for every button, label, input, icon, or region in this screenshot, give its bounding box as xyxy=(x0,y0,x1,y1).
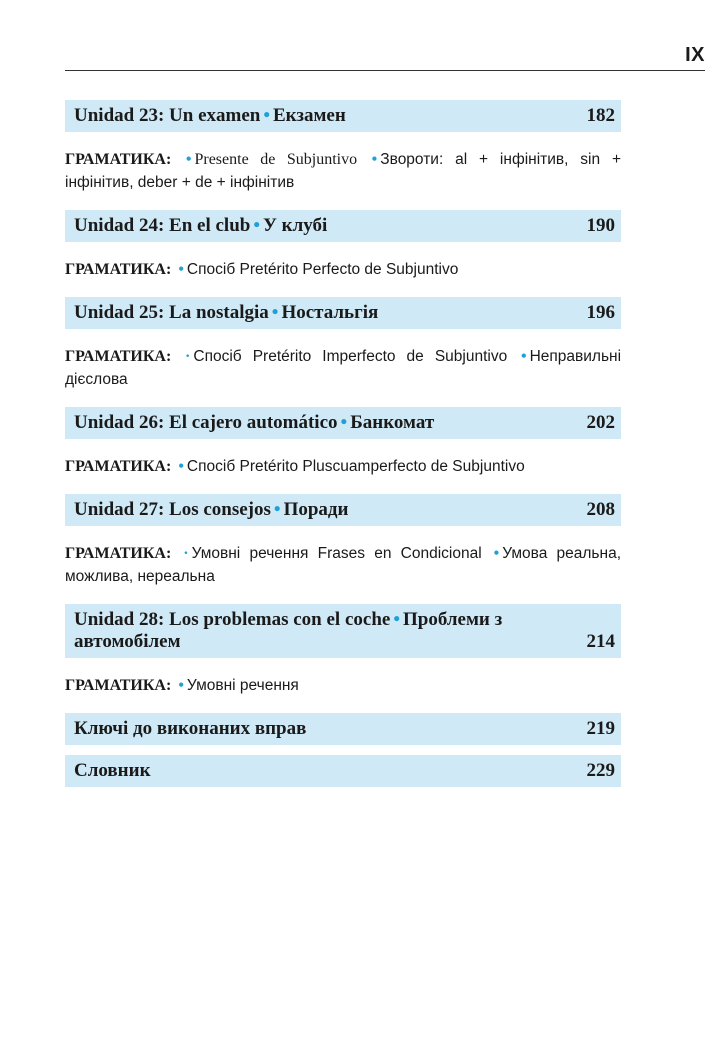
bullet-icon: · xyxy=(185,348,191,365)
unit-title: Unidad 27: Los consejos xyxy=(74,499,271,520)
bullet-icon: • xyxy=(253,215,260,236)
unit-title-row xyxy=(74,105,587,127)
unit-title-row xyxy=(74,609,587,653)
unit-title-row xyxy=(74,302,587,324)
unit-title: Unidad 26: El cajero automático xyxy=(74,412,338,433)
toc-entry-unit-28[interactable] xyxy=(65,604,621,658)
toc-entry-answer-keys[interactable] xyxy=(65,713,621,745)
bullet-icon: • xyxy=(263,105,270,126)
grammar-note xyxy=(65,258,621,281)
grammar-item: Умова реальна, можлива, нереальна xyxy=(65,545,621,585)
extra-title: Словник xyxy=(74,760,151,781)
unit-page-number: 202 xyxy=(586,412,615,433)
toc-entry-unit-27[interactable] xyxy=(65,494,621,526)
grammar-note xyxy=(65,148,621,194)
unit-subtitle: Поради xyxy=(283,499,349,520)
extra-title: Ключі до виконаних вправ xyxy=(74,718,307,739)
extra-page-number: 229 xyxy=(586,760,615,781)
unit-title: Unidad 28: Los problemas con el coche xyxy=(74,609,391,630)
bullet-icon: • xyxy=(520,348,527,365)
grammar-note xyxy=(65,345,621,391)
toc-entry-unit-24[interactable] xyxy=(65,210,621,242)
bullet-icon: • xyxy=(493,545,500,562)
unit-page-number: 190 xyxy=(586,215,615,236)
grammar-note xyxy=(65,455,621,478)
grammar-label: ГРАМАТИКА: xyxy=(65,261,172,278)
unit-subtitle: Ностальгія xyxy=(281,302,379,323)
bullet-icon: • xyxy=(178,458,184,475)
unit-subtitle: Банкомат xyxy=(350,412,435,433)
grammar-label: ГРАМАТИКА: xyxy=(65,545,172,562)
unit-title-row xyxy=(74,412,587,434)
unit-title-row xyxy=(74,499,587,521)
bullet-icon: • xyxy=(178,677,184,694)
grammar-item: Спосіб Pretérito Pluscuamperfecto de Subjuntivo xyxy=(186,458,525,475)
grammar-label: ГРАМАТИКА: xyxy=(65,458,172,475)
grammar-item: Спосіб Pretérito Perfecto de Subjuntivo xyxy=(186,261,459,278)
unit-page-number: 214 xyxy=(586,631,615,652)
bullet-icon: • xyxy=(178,261,184,278)
header-rule xyxy=(65,70,705,71)
grammar-note xyxy=(65,542,621,588)
toc-entry-unit-23[interactable] xyxy=(65,100,621,132)
toc-entry-unit-26[interactable] xyxy=(65,407,621,439)
bullet-icon: • xyxy=(185,151,192,168)
grammar-item: Звороти: al + інфінітив, sin + інфінітив, deber + de + інфінітив xyxy=(65,151,622,191)
unit-subtitle: У клубі xyxy=(262,215,328,236)
unit-page-number: 208 xyxy=(586,499,615,520)
grammar-label: ГРАМАТИКА: xyxy=(65,677,172,694)
grammar-label: ГРАМАТИКА: xyxy=(65,348,172,365)
grammar-item: Неправильні дієслова xyxy=(65,348,622,388)
extra-page-number: 219 xyxy=(586,718,615,739)
grammar-item: Умовні речення xyxy=(186,677,299,694)
unit-title: Unidad 23: Un examen xyxy=(74,105,261,126)
page-number: IX xyxy=(685,44,705,66)
unit-title: Unidad 25: La nostalgia xyxy=(74,302,269,323)
unit-subtitle: Проблеми з автомобілем xyxy=(74,609,503,652)
unit-title: Unidad 24: En el club xyxy=(74,215,251,236)
grammar-item: Умовні речення Frases en Condicional xyxy=(191,545,482,562)
bullet-icon: • xyxy=(273,499,281,520)
unit-page-number: 182 xyxy=(586,105,615,126)
bullet-icon: • xyxy=(340,412,348,433)
unit-page-number: 196 xyxy=(586,302,615,323)
bullet-icon: · xyxy=(183,545,189,562)
table-of-contents xyxy=(65,100,621,787)
grammar-item: Спосіб Pretérito Imperfecto de Subjuntivo xyxy=(193,348,508,365)
unit-subtitle: Екзамен xyxy=(272,105,346,126)
unit-title-row xyxy=(74,215,587,237)
toc-entry-unit-25[interactable] xyxy=(65,297,621,329)
toc-entry-dictionary[interactable] xyxy=(65,755,621,787)
bullet-icon: • xyxy=(371,151,378,168)
spacer xyxy=(65,745,621,755)
bullet-icon: • xyxy=(271,302,279,323)
grammar-item: Presente de Subjuntivo xyxy=(194,151,358,168)
bullet-icon: • xyxy=(393,609,400,630)
grammar-label: ГРАМАТИКА: xyxy=(65,151,172,168)
grammar-note xyxy=(65,674,621,697)
